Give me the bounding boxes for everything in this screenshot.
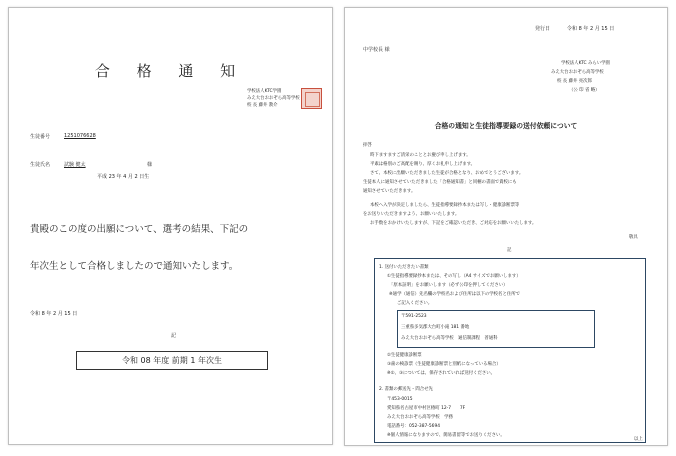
letter-paragraph: さて、本校に出願いただきました生徒が合格となり、おめでとうございます。 xyxy=(370,171,524,176)
request-item: ②生徒健康診断票 xyxy=(387,353,422,358)
letter-paragraph: 本校へ入学が決定しましたら、生徒指導要録抄本または写し・健康診断票等 xyxy=(370,203,520,208)
student-no: 1251076628 xyxy=(64,133,96,139)
request-item: ③歯の検診票（生徒健康診断票と別紙になっている場合） xyxy=(387,362,501,367)
notice-title: 合 格 通 知 xyxy=(94,62,247,80)
contact-line: みえ大台おおぞら高等学校 学務 xyxy=(387,415,453,420)
honorific: 様 xyxy=(147,162,153,168)
section-heading: 2. 書類の郵送先・問合せ先 xyxy=(379,387,433,392)
letter-paragraph: をお送りいただきますよう、お願いいたします。 xyxy=(363,212,460,217)
letter-title: 合格の通知と生徒指導要録の送付依頼について xyxy=(434,122,578,130)
notice-date: 令和 8 年 2 月 15 日 xyxy=(30,311,78,317)
issuer-line: みえ大台おおぞら高等学校 xyxy=(551,70,604,75)
ki-label: 記 xyxy=(171,333,177,339)
issuer-line: 校 長 藤井 亮次郎 xyxy=(557,79,592,84)
ki-label: 記 xyxy=(507,248,512,253)
school-seal-icon xyxy=(301,88,322,109)
notice-body-line: 貴殿のこの度の出願について、選考の結果、下記の xyxy=(30,224,249,235)
request-note: ※②、③については、保存されていれば送付ください。 xyxy=(387,371,496,376)
request-note: ご記入ください。 xyxy=(397,301,433,306)
address-line: 三重県多気郡大台町小滝 181 番地 xyxy=(401,325,470,330)
issuer-line: 校 長 藤井 教介 xyxy=(247,103,278,108)
student-name: 試験 健太 xyxy=(64,162,86,168)
letter-paragraph: 時下ますますご清栄のこととお慶び申し上げます。 xyxy=(370,153,471,158)
admission-term-box: 令和 08 年度 前期 1 年次生 xyxy=(76,351,268,370)
address-line: みえ大台おおぞら高等学校 通信制課程 普通科 xyxy=(401,336,498,341)
birth-date: 平成 23 年 4 月 2 日生 xyxy=(97,174,150,180)
contact-note: ※個人情報になりますので、簡易書留等でお送りください。 xyxy=(387,433,505,438)
issuer-line: 学校法人KTC みらい学園 xyxy=(561,61,610,66)
recipient: 中学校長 様 xyxy=(363,47,390,53)
request-item: ①生徒指導要録抄本または、その写し（A4 サイズでお願いします） xyxy=(387,274,521,279)
letter-paragraph: 生徒本人に通知させていただきました「合格通知書」と同梱の書面で貴校にも xyxy=(363,180,517,185)
closing-keigu: 敬具 xyxy=(629,235,638,240)
issuer-line: みえ大台おおぞら高等学校 xyxy=(247,96,300,101)
letter-paragraph: 平素は格別のご高配を賜り、厚くお礼申し上げます。 xyxy=(370,162,476,167)
contact-line: 愛知県名古屋市中村区椿町 12-7 7F xyxy=(387,406,466,411)
request-note: ※通学（通信）先名欄の学校名および住所は以下の学校名と住所で xyxy=(389,292,521,297)
letter-paragraph: 通知させていただきます。 xyxy=(363,189,416,194)
contact-line: 〒453-0015 xyxy=(387,397,413,402)
issuer-line: （公 印 省 略） xyxy=(569,88,600,93)
section-heading: 1. 送付いただきたい書類 xyxy=(379,265,429,270)
issuer-line: 学校法人KTC学園 xyxy=(247,89,282,94)
notice-body-line: 年次生として合格しましたので通知いたします。 xyxy=(30,261,239,272)
transcript-request-page xyxy=(344,7,668,446)
contact-phone: 電話番号：052-387-5694 xyxy=(387,424,441,429)
issue-date-label: 発行日 xyxy=(535,26,551,32)
address-line: 〒591-2523 xyxy=(401,314,427,319)
acceptance-notice-page xyxy=(8,7,333,445)
greeting-haikei: 拝啓 xyxy=(363,143,372,148)
letter-paragraph: お手数をおかけいたしますが、下記をご確認いただき、ご対応をお願いいたします。 xyxy=(370,221,537,226)
closing-ijou: 以上 xyxy=(634,437,643,442)
student-name-label: 生徒氏名 xyxy=(30,162,51,168)
student-no-label: 生徒番号 xyxy=(30,134,51,140)
request-item: 「原本証明」をお願いします（必ず公印を押してください） xyxy=(389,283,508,288)
issue-date: 令和 8 年 2 月 15 日 xyxy=(567,26,615,32)
